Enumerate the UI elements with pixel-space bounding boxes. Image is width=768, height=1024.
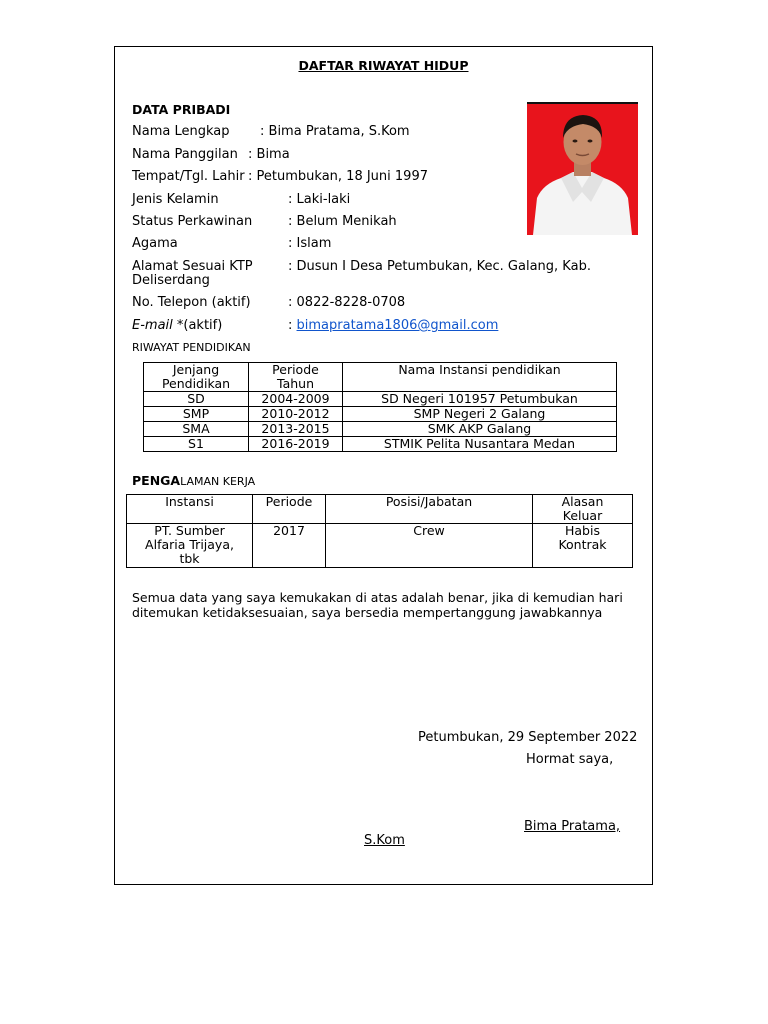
email-label-italic: E-mail xyxy=(132,318,173,333)
field-value-wrap xyxy=(288,236,331,251)
table-cell: 2013-2015 xyxy=(249,422,343,437)
field-label: Alamat Sesuai KTP xyxy=(132,259,253,274)
table-header-cell: Instansi xyxy=(127,495,253,524)
table-header-cell: Posisi/Jabatan xyxy=(326,495,533,524)
table-cell: 2010-2012 xyxy=(249,407,343,422)
field-sep: : xyxy=(248,169,253,184)
field-sep: : xyxy=(288,318,293,333)
field-label: Nama Panggilan xyxy=(132,147,238,162)
table-header-cell: Jenjang Pendidikan xyxy=(144,363,249,392)
field-label: No. Telepon (aktif) xyxy=(132,295,251,310)
riwayat-pendidikan-heading: RIWAYAT PENDIDIKAN xyxy=(132,341,251,354)
field-jenis-kelamin xyxy=(132,192,351,207)
field-value-wrap xyxy=(248,147,290,162)
table-header-cell: Periode xyxy=(253,495,326,524)
table-cell: S1 xyxy=(144,437,249,452)
email-label-rest: *(aktif) xyxy=(172,318,223,333)
field-value: Bima xyxy=(256,147,290,162)
profile-photo-image xyxy=(527,102,638,235)
field-label: Status Perkawinan xyxy=(132,214,253,229)
field-agama xyxy=(132,236,332,251)
field-value-wrap xyxy=(288,214,397,229)
field-value-wrap xyxy=(260,124,410,139)
heading-bold-part: PENGA xyxy=(132,473,181,488)
field-value: Islam xyxy=(296,236,332,251)
field-sep: : xyxy=(260,124,265,139)
table-row xyxy=(144,437,617,452)
table-cell: SD xyxy=(144,392,249,407)
field-alamat xyxy=(132,259,591,274)
field-nama-panggilan xyxy=(132,147,290,162)
education-table xyxy=(143,362,617,452)
table-row xyxy=(144,422,617,437)
pengalaman-kerja-heading xyxy=(132,473,255,488)
field-sep: : xyxy=(288,236,293,251)
field-value-wrap xyxy=(288,295,405,310)
field-alamat-cont: Deliserdang xyxy=(132,273,210,288)
field-label: Nama Lengkap xyxy=(132,124,230,139)
heading-rest-part: LAMAN KERJA xyxy=(180,475,256,488)
closing-text: Hormat saya, xyxy=(526,752,614,767)
field-sep: : xyxy=(288,214,293,229)
table-cell: Habis Kontrak xyxy=(533,524,633,568)
signature-name-part2: S.Kom xyxy=(364,833,405,848)
field-value-wrap xyxy=(288,192,350,207)
field-value: Bima Pratama, S.Kom xyxy=(268,124,410,139)
field-value-wrap xyxy=(248,169,428,184)
field-value: Laki-laki xyxy=(296,192,351,207)
table-header-row xyxy=(127,495,633,524)
data-pribadi-heading: DATA PRIBADI xyxy=(132,102,231,117)
signature-name-part1: Bima Pratama, xyxy=(524,819,621,834)
table-cell: 2004-2009 xyxy=(249,392,343,407)
table-row xyxy=(144,407,617,422)
table-row xyxy=(144,392,617,407)
table-header-cell: Alasan Keluar xyxy=(533,495,633,524)
table-cell: PT. Sumber Alfaria Trijaya, tbk xyxy=(127,524,253,568)
table-header-cell: Periode Tahun xyxy=(249,363,343,392)
table-header-cell: Nama Instansi pendidikan xyxy=(343,363,617,392)
work-table xyxy=(126,494,633,568)
field-sep: : xyxy=(248,147,253,162)
field-value-wrap xyxy=(288,259,591,274)
table-cell: SMP Negeri 2 Galang xyxy=(343,407,617,422)
field-value: 0822-8228-0708 xyxy=(296,295,406,310)
field-value: Belum Menikah xyxy=(296,214,397,229)
table-cell: SD Negeri 101957 Petumbukan xyxy=(343,392,617,407)
field-sep: : xyxy=(288,295,293,310)
field-label: Jenis Kelamin xyxy=(132,192,219,207)
field-value-wrap xyxy=(288,318,498,333)
field-email xyxy=(132,318,499,333)
field-sep: : xyxy=(288,259,293,274)
table-cell: 2017 xyxy=(253,524,326,568)
table-header-row xyxy=(144,363,617,392)
field-status-perkawinan xyxy=(132,214,397,229)
field-tempat-tgl-lahir xyxy=(132,169,428,184)
field-nama-lengkap xyxy=(132,124,410,139)
field-sep: : xyxy=(288,192,293,207)
profile-photo xyxy=(527,102,638,235)
field-telepon xyxy=(132,295,406,310)
field-label: Agama xyxy=(132,236,178,251)
table-cell: SMP xyxy=(144,407,249,422)
table-cell: Crew xyxy=(326,524,533,568)
table-cell: SMA xyxy=(144,422,249,437)
field-value: Petumbukan, 18 Juni 1997 xyxy=(256,169,428,184)
cv-page xyxy=(114,46,653,885)
field-label: Tempat/Tgl. Lahir xyxy=(132,169,245,184)
statement-paragraph: Semua data yang saya kemukakan di atas adalah benar, jika di kemudian hari ditemukan ketidaksesuaian, saya bersedia mempertanggung jawabkannya xyxy=(132,590,623,620)
table-row xyxy=(127,524,633,568)
table-cell: SMK AKP Galang xyxy=(343,422,617,437)
document-title: DAFTAR RIWAYAT HIDUP xyxy=(298,58,469,73)
place-date: Petumbukan, 29 September 2022 xyxy=(418,730,638,745)
email-link[interactable]: bimapratama1806@gmail.com xyxy=(296,318,499,333)
table-cell: 2016-2019 xyxy=(249,437,343,452)
field-value: Dusun I Desa Petumbukan, Kec. Galang, Kab. xyxy=(296,259,591,274)
email-label xyxy=(132,318,222,333)
table-cell: STMIK Pelita Nusantara Medan xyxy=(343,437,617,452)
